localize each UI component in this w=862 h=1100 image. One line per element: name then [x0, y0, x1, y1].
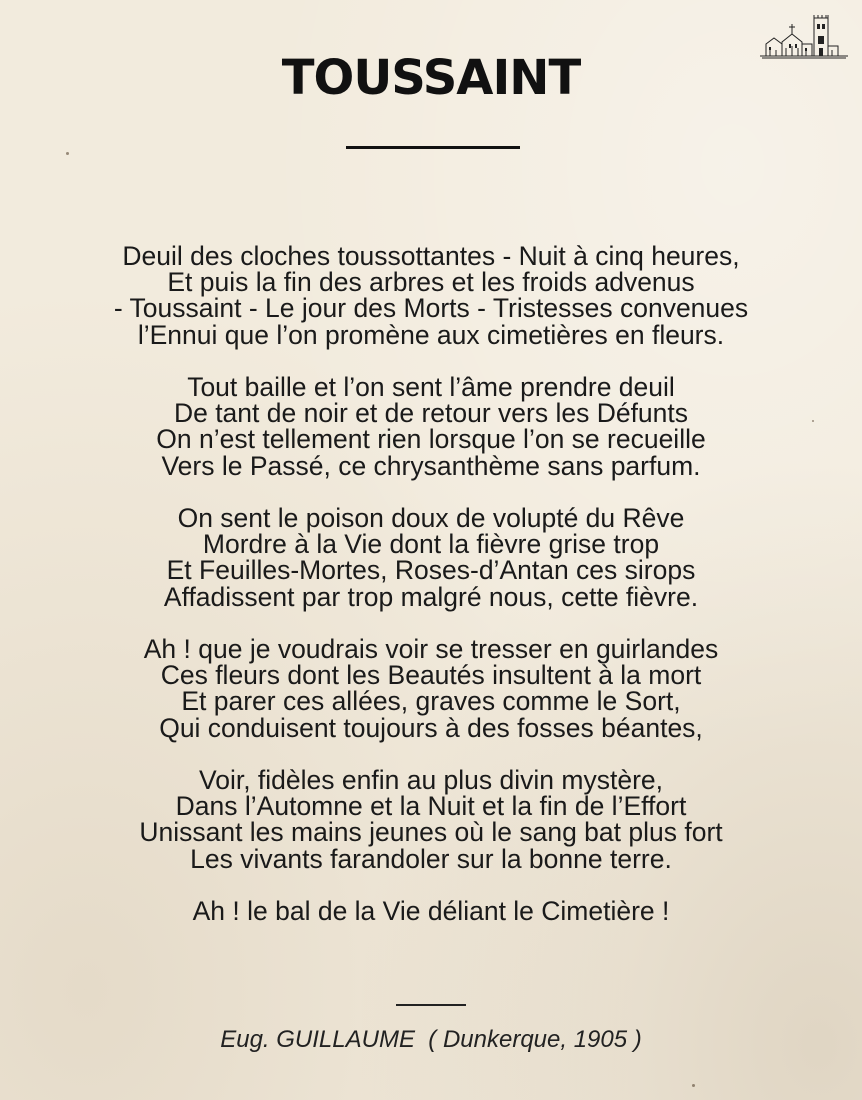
church-sketch-icon [758, 14, 850, 60]
page-title: TOUSSAINT [281, 50, 581, 106]
poem-line: - Toussaint - Le jour des Morts - Tristesses convenues [113, 293, 749, 324]
title-divider [346, 146, 520, 149]
stanza [0, 505, 862, 610]
poem-line: l’Ennui que l’on promène aux cimetières en fleurs. [137, 319, 725, 350]
poem-line: Ah ! le bal de la Vie déliant le Cimetière ! [192, 896, 670, 926]
stanza [0, 767, 862, 872]
stanza [0, 374, 862, 479]
poem-line: On n’est tellement rien lorsque l’on se recueille [156, 424, 706, 455]
stanza [0, 636, 862, 741]
poem-line: Affadissent par trop malgré nous, cette fièvre. [163, 581, 699, 612]
poem-line: Et parer ces allées, graves comme le Sort, [181, 686, 681, 717]
poem-line: On sent le poison doux de volupté du Rêve [177, 503, 685, 533]
poem-line: Tout baille et l’on sent l’âme prendre deuil [187, 372, 675, 402]
poem-body [0, 243, 862, 950]
poem-line: Mordre à la Vie dont la fièvre grise trop [202, 529, 660, 560]
signature-divider [396, 1004, 466, 1006]
poem-line: Qui conduisent toujours à des fosses béantes, [159, 712, 703, 743]
stanza [0, 243, 862, 348]
poem-line: Les vivants farandoler sur la bonne terre. [190, 843, 672, 874]
poem-line: Et Feuilles-Mortes, Roses-d’Antan ces sirops [166, 555, 696, 586]
poem-line: Deuil des cloches toussottantes - Nuit à cinq heures, [122, 241, 740, 271]
poem-line: De tant de noir et de retour vers les Défunts [173, 398, 689, 429]
paper-speck [692, 1084, 695, 1087]
poem-line: Et puis la fin des arbres et les froids advenus [167, 267, 695, 298]
poem-line: Ces fleurs dont les Beautés insultent à la mort [160, 660, 702, 691]
paper-speck [812, 420, 814, 422]
stanza [0, 898, 862, 924]
poem-line: Vers le Passé, ce chrysanthème sans parfum. [161, 450, 701, 481]
poem-line: Unissant les mains jeunes où le sang bat plus fort [139, 817, 723, 848]
paper-speck [66, 152, 69, 155]
poem-line: Dans l’Automne et la Nuit et la fin de l’Effort [175, 791, 687, 822]
poem-line: Ah ! que je voudrais voir se tresser en guirlandes [143, 634, 719, 664]
poem-line: Voir, fidèles enfin au plus divin mystère, [199, 765, 663, 795]
author-signature: Eug. GUILLAUME ( Dunkerque, 1905 ) [220, 1026, 642, 1053]
